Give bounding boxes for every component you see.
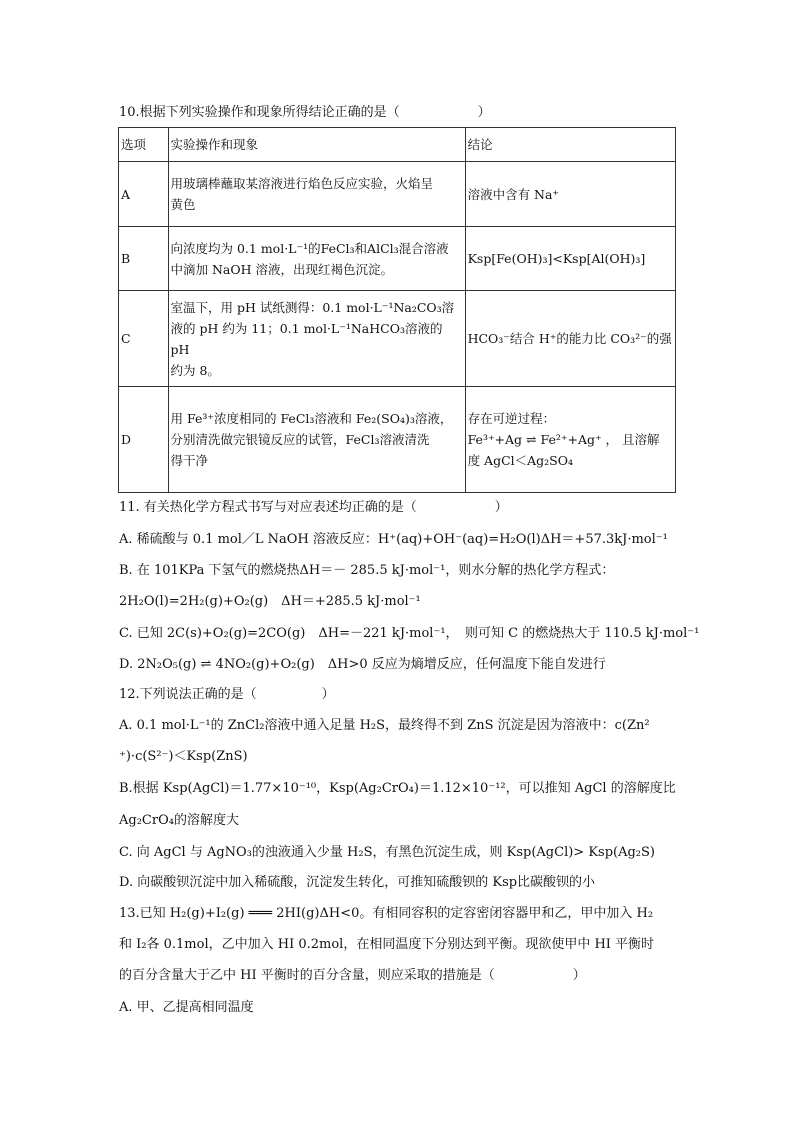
q11-option-b-cont: 2H₂O(l)=2H₂(g)+O₂(g) ΔH＝+285.5 kJ·mol⁻¹ bbox=[119, 594, 421, 609]
conclusion-line: 度 AgCl＜Ag₂SO₄ bbox=[467, 453, 573, 468]
operation-line: 约为 8。 bbox=[170, 362, 220, 378]
question-11-stem: 11. 有关热化学方程式书写与对应表述均正确的是（ ） bbox=[119, 500, 508, 515]
operation-line: 黄色 bbox=[170, 197, 196, 212]
operation-line: 室温下，用 pH 试纸测得：0.1 mol·L⁻¹Na₂CO₃溶 bbox=[170, 299, 455, 315]
header-conclusion: 结论 bbox=[465, 128, 675, 162]
operation-line: 得干净 bbox=[170, 453, 209, 468]
q11-option-b: B. 在 101KPa 下氢气的燃烧热ΔH＝－ 285.5 kJ·mol⁻¹，则水分解的热化学方程式： bbox=[119, 563, 615, 578]
conclusion-cell bbox=[465, 162, 675, 227]
conclusion-cell bbox=[465, 387, 675, 493]
option-cell: B bbox=[119, 227, 169, 291]
header-option: 选项 bbox=[119, 128, 169, 162]
q12-option-b: B.根据 Ksp(AgCl)＝1.77×10⁻¹⁰，Ksp(Ag₂CrO₄)＝1.12×10⁻¹²，可以推知 AgCl 的溶解度比 bbox=[119, 781, 676, 796]
operation-line: 分别清洗做完银镜反应的试管，FeCl₃溶液清洗 bbox=[170, 432, 430, 447]
table-row bbox=[119, 227, 676, 291]
q11-option-a: A. 稀硫酸与 0.1 mol／L NaOH 溶液反应：H⁺(aq)+OH⁻(aq)=H₂O(l)ΔH＝+57.3kJ·mol⁻¹ bbox=[119, 532, 668, 547]
experiment-table bbox=[118, 127, 676, 493]
option-cell: A bbox=[119, 162, 169, 227]
operation-line: 中滴加 NaOH 溶液，出现红褐色沉淀。 bbox=[170, 261, 393, 277]
q13-option-a: A. 甲、乙提高相同温度 bbox=[119, 1000, 254, 1015]
conclusion-line: 溶液中含有 Na⁺ bbox=[467, 186, 560, 202]
table-header-row bbox=[119, 128, 676, 162]
question-10-stem: 10.根据下列实验操作和现象所得结论正确的是（ ） bbox=[119, 105, 491, 120]
q11-option-c: C. 已知 2C(s)+O₂(g)=2CO(g) ΔH=－221 kJ·mol⁻¹， 则可知 C 的燃烧热大于 110.5 kJ·mol⁻¹ bbox=[119, 626, 700, 641]
q12-option-d: D. 向碳酸钡沉淀中加入稀硫酸，沉淀发生转化，可推知硫酸钡的 Ksp比碳酸钡的小 bbox=[119, 875, 596, 890]
operation-line: 用 Fe³⁺浓度相同的 FeCl₃溶液和 Fe₂(SO₄)₃溶液， bbox=[170, 411, 453, 426]
question-13-stem-cont: 和 I₂各 0.1mol，乙中加入 HI 0.2mol，在相同温度下分别达到平衡。现欲使甲中 HI 平衡时 bbox=[119, 937, 655, 952]
conclusion-line: 存在可逆过程： bbox=[467, 411, 556, 426]
table-row bbox=[119, 387, 676, 493]
table-row bbox=[119, 291, 676, 387]
option-cell: D bbox=[119, 387, 169, 493]
conclusion-line: Ksp[Fe(OH)₃]<Ksp[Al(OH)₃] bbox=[467, 251, 646, 266]
option-cell: C bbox=[119, 291, 169, 387]
q12-option-a: A. 0.1 mol·L⁻¹的 ZnCl₂溶液中通入足量 H₂S，最终得不到 ZnS 沉淀是因为溶液中：c(Zn² bbox=[119, 718, 650, 733]
conclusion-cell bbox=[465, 227, 675, 291]
operation-line: 用玻璃棒蘸取某溶液进行焰色反应实验，火焰呈 bbox=[170, 176, 434, 191]
conclusion-line: Fe³⁺+Ag ⇌ Fe²⁺+Ag⁺ ， 且溶解 bbox=[467, 432, 660, 447]
question-12-stem: 12.下列说法正确的是（ ） bbox=[119, 687, 335, 702]
operation-cell bbox=[168, 291, 465, 387]
q12-option-b-cont: Ag₂CrO₄的溶解度大 bbox=[119, 813, 239, 828]
header-operation: 实验操作和现象 bbox=[168, 128, 465, 162]
table-row bbox=[119, 162, 676, 227]
operation-cell bbox=[168, 387, 465, 493]
q12-option-a-cont: ⁺)·c(S²⁻)＜Ksp(ZnS) bbox=[119, 749, 248, 764]
operation-line: 液的 pH 约为 11；0.1 mol·L⁻¹NaHCO₃溶液的 pH bbox=[170, 320, 443, 357]
conclusion-cell bbox=[465, 291, 675, 387]
conclusion-line: HCO₃⁻结合 H⁺的能力比 CO₃²⁻的强 bbox=[467, 331, 672, 346]
operation-cell bbox=[168, 227, 465, 291]
q12-option-c: C. 向 AgCl 与 AgNO₃的浊液通入少量 H₂S，有黑色沉淀生成，则 Ksp(AgCl)> Ksp(Ag₂S) bbox=[119, 845, 655, 860]
q11-option-d: D. 2N₂O₅(g) ⇌ 4NO₂(g)+O₂(g) ΔH>0 反应为熵增反应，任何温度下能自发进行 bbox=[119, 657, 606, 672]
question-13-stem-cont: 的百分含量大于乙中 HI 平衡时的百分含量，则应采取的措施是（ ） bbox=[119, 968, 586, 983]
question-13-stem: 13.已知 H₂(g)+I₂(g) ═══ 2HI(g)ΔH<0。有相同容积的定容密闭容器甲和乙，甲中加入 H₂ bbox=[119, 906, 654, 921]
operation-cell bbox=[168, 162, 465, 227]
operation-line: 向浓度均为 0.1 mol·L⁻¹的FeCl₃和AlCl₃混合溶液 bbox=[170, 240, 449, 256]
